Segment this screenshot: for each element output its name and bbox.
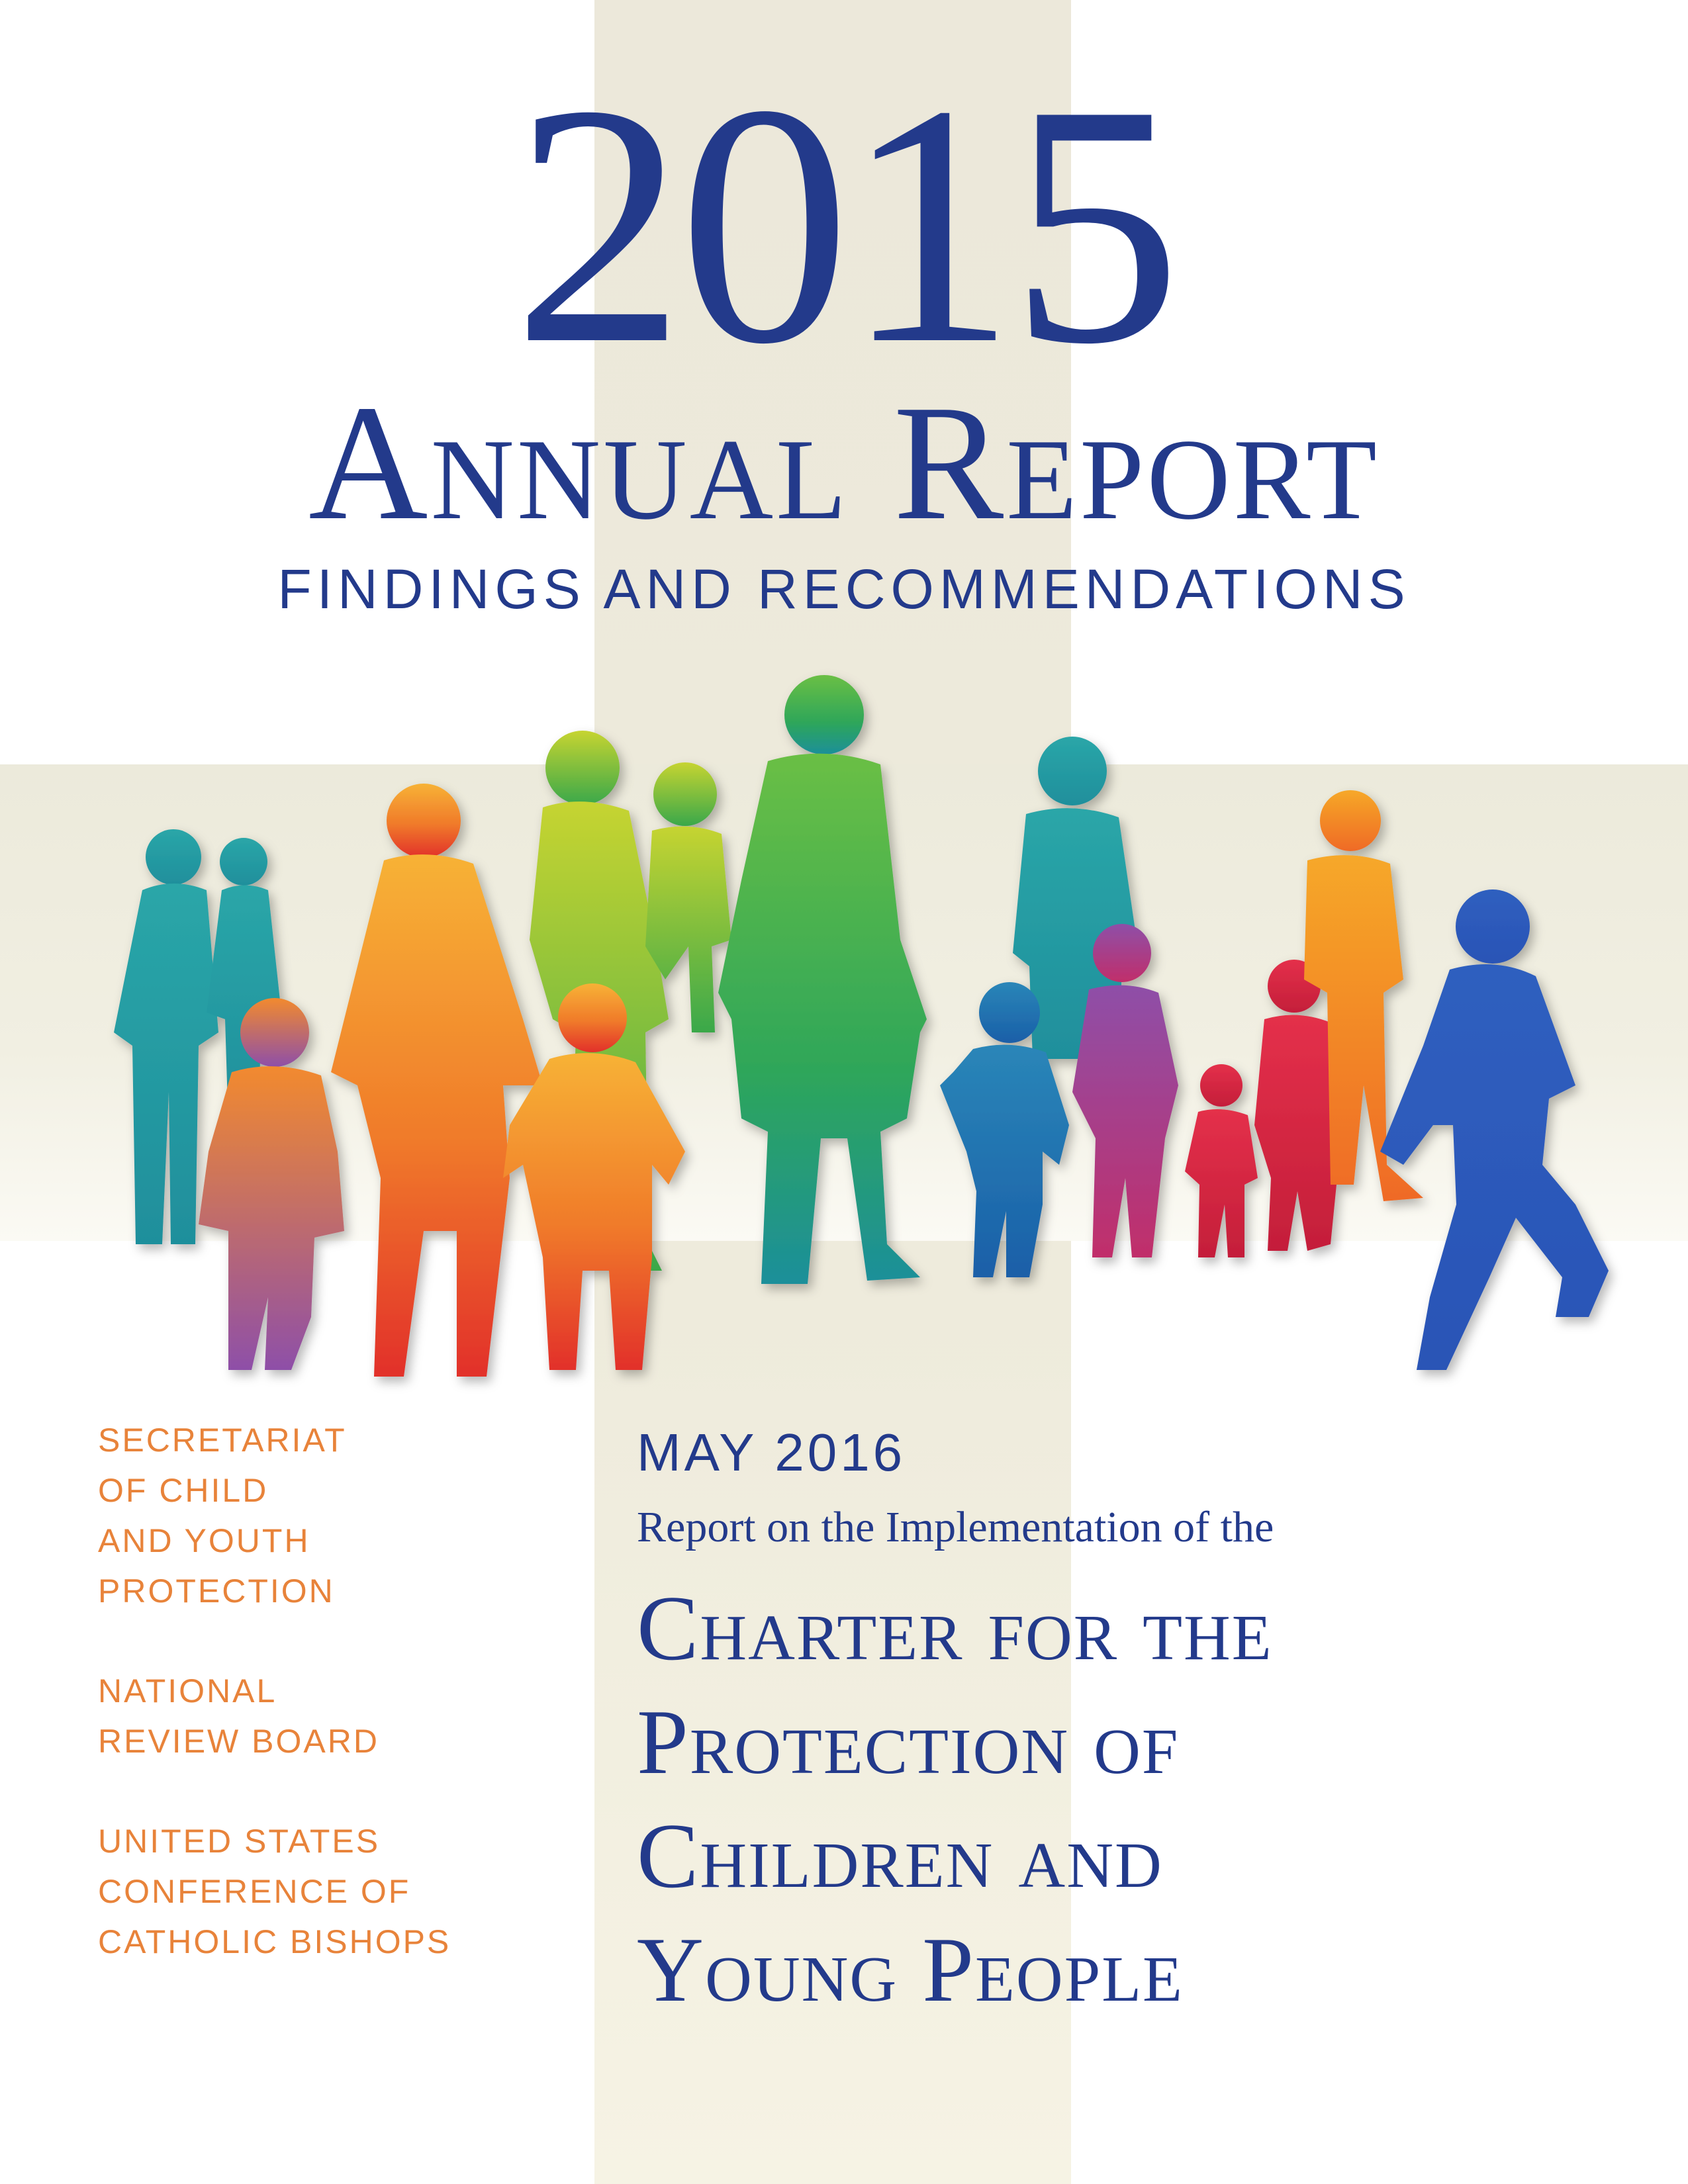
review-board-group xyxy=(98,1666,495,1766)
conference-line: UNITED STATES xyxy=(98,1823,381,1860)
review-board-line: REVIEW BOARD xyxy=(98,1723,379,1760)
silhouette-woman-blue xyxy=(1380,889,1609,1370)
secretariat-line: SECRETARIAT xyxy=(98,1422,347,1459)
silhouette-man-green xyxy=(718,675,927,1284)
silhouette-child-red xyxy=(503,983,685,1370)
secretariat-line: AND YOUTH xyxy=(98,1522,310,1559)
silhouette-woman-orange xyxy=(331,784,543,1377)
charter-title-line: Young People xyxy=(637,1919,1184,2021)
conference-line: CONFERENCE OF xyxy=(98,1873,411,1910)
secretariat-group xyxy=(98,1415,495,1616)
review-board-line: NATIONAL xyxy=(98,1672,277,1709)
silhouette-man-teal xyxy=(114,829,218,1244)
cover-subtitle: FINDINGS AND RECOMMENDATIONS xyxy=(277,558,1411,620)
conference-line: CATHOLIC BISHOPS xyxy=(98,1923,451,1960)
report-date: MAY 2016 xyxy=(637,1423,906,1482)
silhouette-child-orange-purple xyxy=(199,998,344,1370)
report-intro-line: Report on the Implementation of the xyxy=(637,1503,1274,1551)
cover-title: Annual Report xyxy=(308,371,1380,555)
silhouette-toddler-red xyxy=(1185,1064,1258,1257)
secretariat-line: OF CHILD xyxy=(98,1472,269,1509)
conference-group xyxy=(98,1816,495,1967)
charter-title xyxy=(637,1572,1564,2027)
people-silhouettes-illustration xyxy=(0,662,1688,1423)
secretariat-line: PROTECTION xyxy=(98,1572,335,1610)
charter-title-line: Children and xyxy=(637,1805,1163,1907)
charter-title-line: Charter for the xyxy=(637,1577,1273,1680)
cover-year: 2015 xyxy=(513,34,1175,415)
charter-title-line: Protection of xyxy=(637,1691,1180,1794)
publisher-sidebar xyxy=(98,1415,495,2017)
